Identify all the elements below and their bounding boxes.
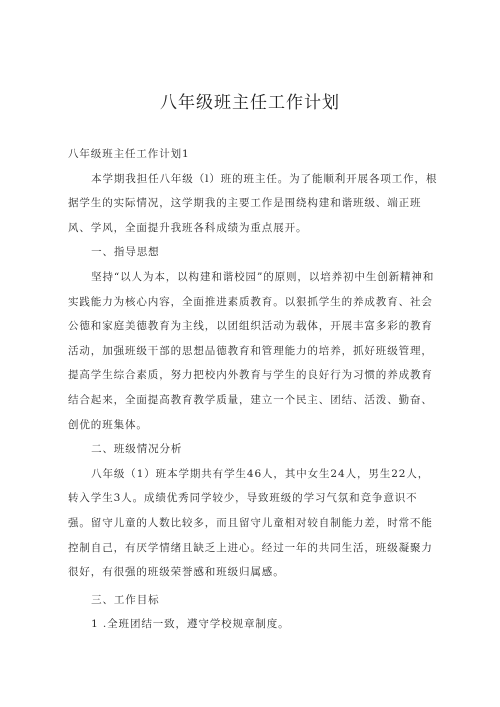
section-heading-work-goals: 三、工作目标 bbox=[91, 593, 160, 606]
section-heading-guiding-thought: 一、指导思想 bbox=[91, 246, 160, 259]
document-title: 八年级班主任工作计划 bbox=[160, 93, 340, 113]
plan-heading: 八年级班主任工作计划1 bbox=[68, 148, 190, 160]
intro-paragraph: 本学期我担任八年级（l）班的班主任。为了能顺利开展各项工作，根据学生的实际情况，这学期我的主要工作是围绕构建和谐班级、端正班风、学风，全面提升我班各科成绩为重点展开。 bbox=[68, 172, 438, 234]
document-body bbox=[68, 142, 440, 633]
guiding-thought-paragraph: 坚持“以人为本，以构建和谐校园”的原则，以培养初中生创新精神和实践能力为核心内容，全面推进素质教育。以狠抓学生的养成教育、社会公德和家庭美德教育为主线，以团组织活动为载体，开展丰富多彩的教育活动，加强班级干部的思想品德教育和管理能力的培养，抓好班级管理，提高学生综合素质，努力把校内外教育与学生的良好行为习惯的养成教育结合起来，全面提高教育教学质量，建立一个民主、团结、活泼、勤奋、创优的班集体。 bbox=[68, 270, 435, 431]
section-heading-class-analysis: 二、班级情况分析 bbox=[91, 443, 183, 456]
class-analysis-paragraph: 八年级（1）班本学期共有学生46人，其中女生24人，男生22人，转入学生3人。成绩优秀同学较少，导致班级的学习气氛和竞争意识不强。留守儿童的人数比较多，而且留守儿童相对较自制能力差，时常不能控制自己，有厌学情绪且缺乏上进心。经过一年的共同生活，班级凝聚力很好，有很强的班级荣誉感和班级归属感。 bbox=[68, 467, 433, 579]
work-goal-item-1: 1 .全班团结一致，遵守学校规章制度。 bbox=[91, 617, 290, 630]
